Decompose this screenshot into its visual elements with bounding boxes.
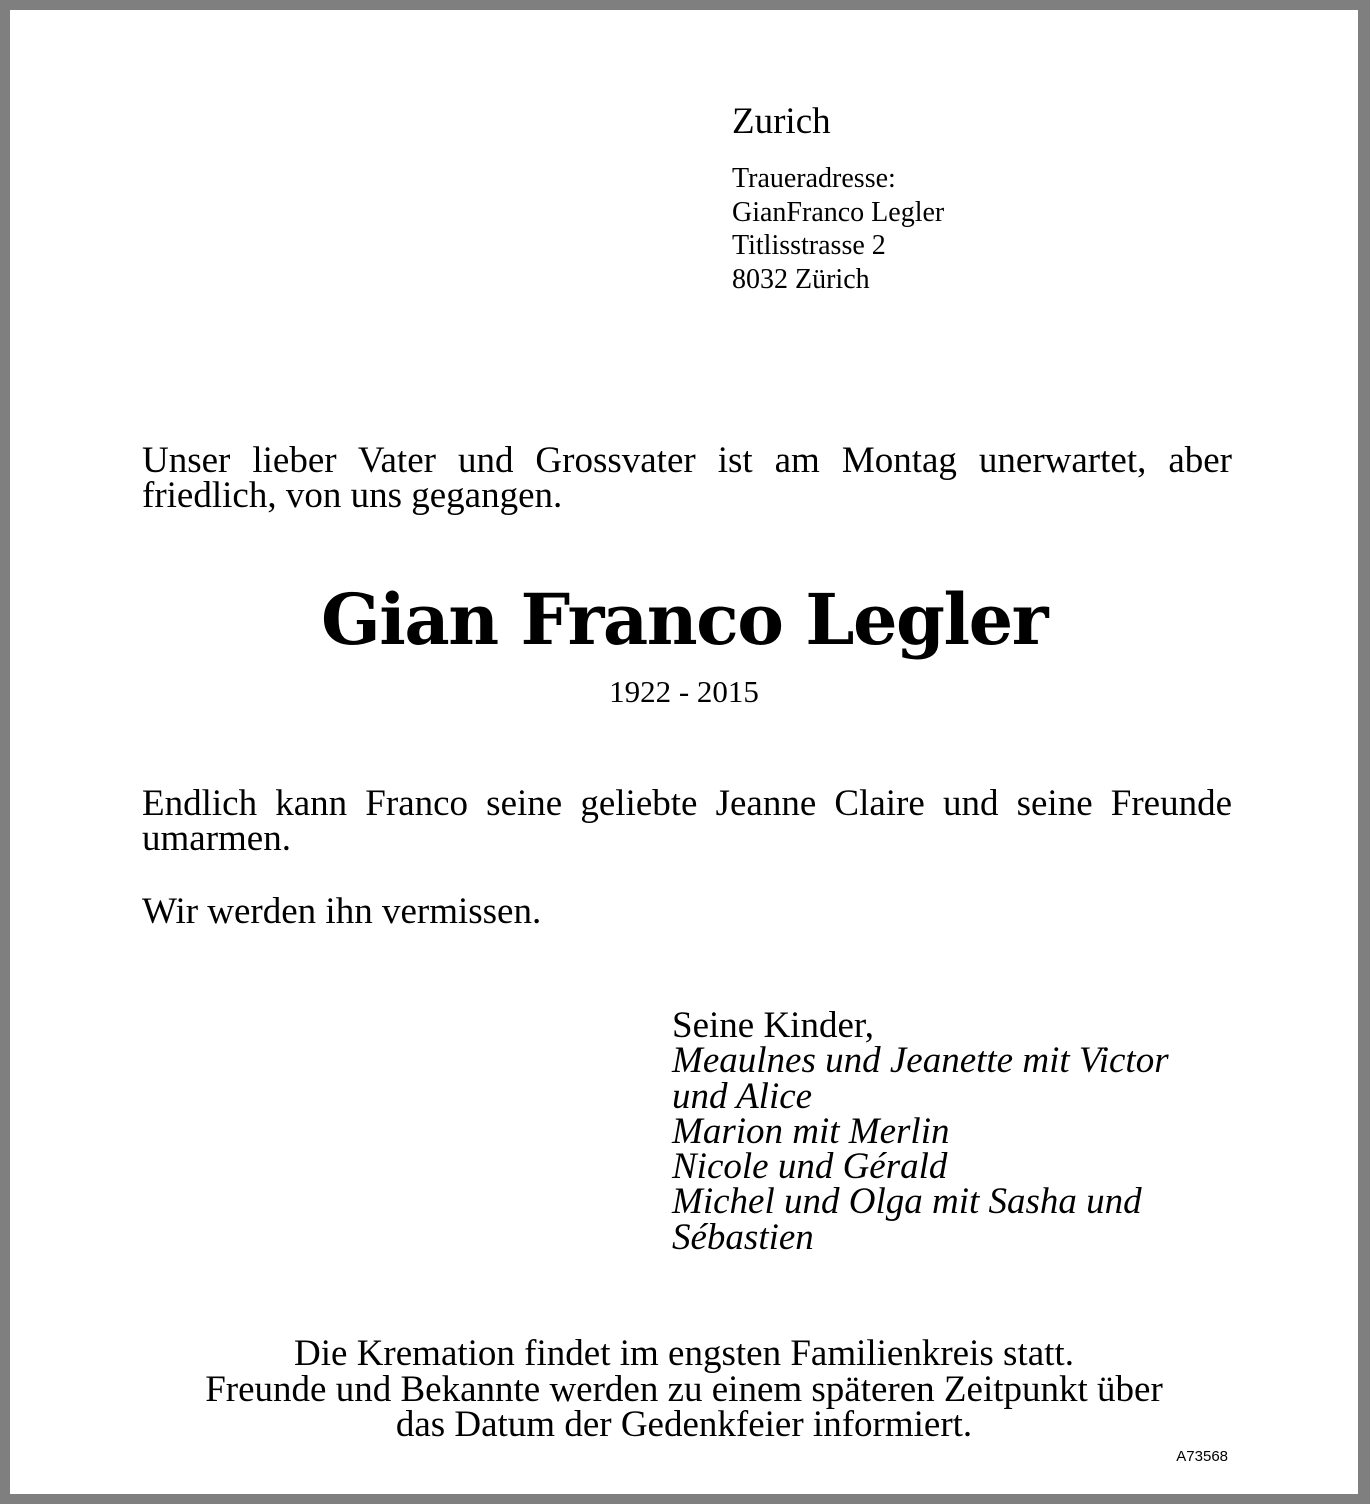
family-member: Nicole und Gérald <box>672 1146 948 1188</box>
closing-line: das Datum der Gedenkfeier informiert. <box>395 1404 973 1445</box>
city-heading: Zurich <box>732 101 831 142</box>
intro-text: Unser lieber Vater und Grossvater ist am Montag unerwartet, aber friedlich, von uns gegangen. <box>142 440 1232 516</box>
reference-code: A73568 <box>1176 1448 1228 1465</box>
address-label: Traueradresse: <box>732 163 896 194</box>
family-member: Michel und Olga mit Sasha und Sébastien <box>672 1181 1142 1258</box>
address-city: 8032 Zürich <box>732 263 870 295</box>
family-signatures <box>672 1005 1232 1258</box>
address-street: Titlisstrasse 2 <box>732 230 886 261</box>
deceased-name: Gian Franco Legler <box>321 578 1047 661</box>
obituary-page <box>10 10 1358 1494</box>
closing-line: Freunde und Bekannte werden zu einem späteren Zeitpunkt über <box>205 1368 1163 1410</box>
address-name: GianFranco Legler <box>732 196 945 228</box>
closing-notice <box>10 1333 1358 1445</box>
family-member: Marion mit Merlin <box>672 1110 950 1152</box>
mourning-address <box>732 162 944 296</box>
miss-text: Wir werden ihn vermissen. <box>142 891 542 932</box>
deceased-years: 1922 - 2015 <box>609 674 759 709</box>
closing-line: Die Kremation findet im engsten Familienkreis statt. <box>294 1333 1074 1374</box>
family-heading: Seine Kinder, <box>672 1005 874 1046</box>
family-member: Meaulnes und Jeanette mit Victor und Alice <box>672 1040 1169 1117</box>
message-text: Endlich kann Franco seine geliebte Jeanne Claire und seine Freunde umarmen. <box>142 783 1232 859</box>
